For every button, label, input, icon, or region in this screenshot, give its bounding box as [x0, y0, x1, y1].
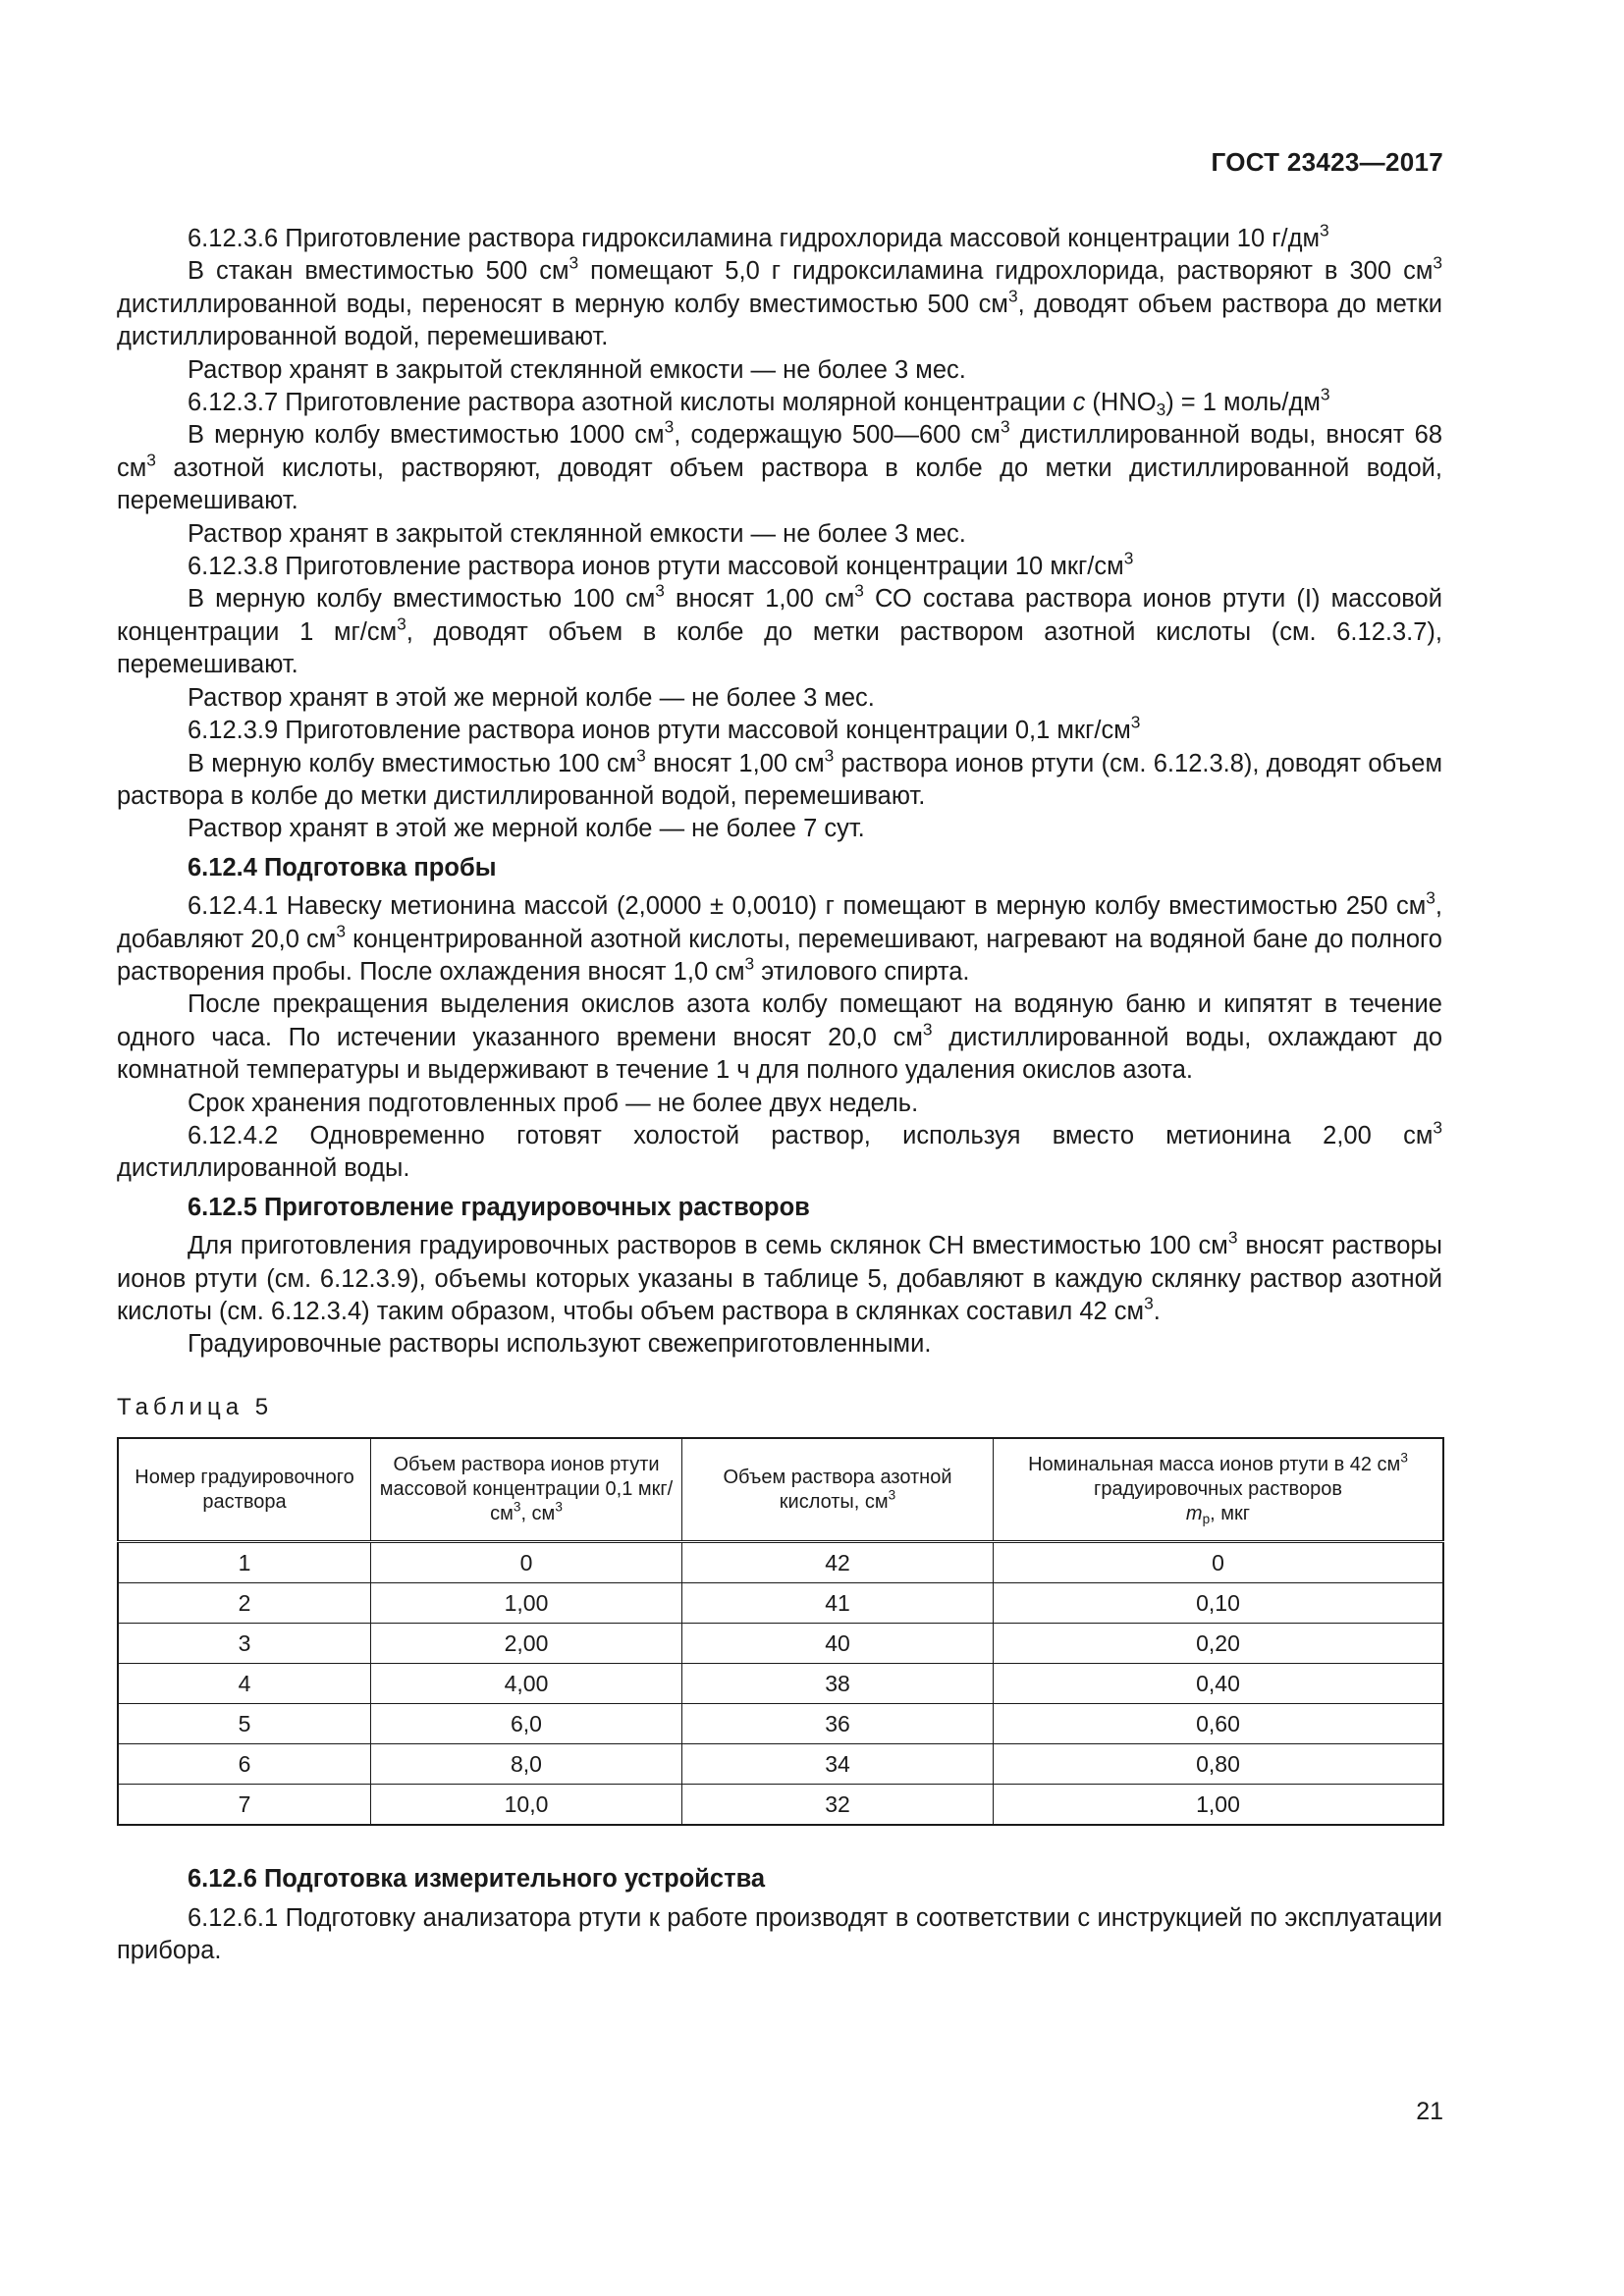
- table-cell: 36: [682, 1704, 994, 1744]
- table-cell: 2,00: [371, 1624, 682, 1664]
- table-cell: 4: [118, 1664, 371, 1704]
- table-cell: 0,10: [994, 1583, 1444, 1624]
- table-cell: 7: [118, 1785, 371, 1826]
- table-caption: Таблица 5: [117, 1393, 274, 1420]
- column-header: Номинальная масса ионов ртути в 42 $см^3$ градуировочных растворов $m_р$, мкг: [994, 1438, 1444, 1542]
- table-cell: 5: [118, 1704, 371, 1744]
- table-cell: 38: [682, 1664, 994, 1704]
- subsection-title-6-12-3-8: 6.12.3.8 Приготовление раствора ионов ртути массовой концентрации 10 мкг/$см^3$: [188, 548, 1134, 581]
- table-header-row: [118, 1438, 1443, 1542]
- paragraph: Срок хранения подготовленных проб — не более двух недель.: [188, 1089, 919, 1117]
- table-row: [118, 1542, 1443, 1583]
- paragraph: В стакан вместимостью 500 $см^3$ помещают 5,0 г гидроксиламина гидрохлорида, растворяют в 300 $см^3$ дистиллированной воды, переносят в мерную колбу вместимостью 500 $см^3$, доводят объем раствора до метки дистиллированной водой, перемешивают.: [117, 252, 1443, 351]
- table-cell: 2: [118, 1583, 371, 1624]
- table-cell: 6,0: [371, 1704, 682, 1744]
- section-heading-6-12-6: 6.12.6 Подготовка измерительного устройства: [188, 1865, 766, 1894]
- paragraph: 6.12.4.2 Одновременно готовят холостой раствор, используя вместо метионина 2,00 $см^3$ дистиллированной воды.: [117, 1117, 1442, 1183]
- table-row: [118, 1624, 1443, 1664]
- paragraph: Раствор хранят в этой же мерной колбе — не более 7 сут.: [188, 815, 865, 843]
- table-cell: 1,00: [371, 1583, 682, 1624]
- paragraph: Для приготовления градуировочных растворов в семь склянок СН вместимостью 100 $см^3$ вносят растворы ионов ртути (см. 6.12.3.9), объемы которых указаны в таблице 5, добавляют в каждую склянку раствор азотной кислоты (см. 6.12.3.4) таким образом, чтобы объем раствора в склянках составил 42 $см^3$.: [117, 1227, 1443, 1325]
- table-row: [118, 1785, 1443, 1826]
- table-cell: 0,20: [994, 1624, 1444, 1664]
- column-header: Номер градуировочного раствора: [118, 1438, 371, 1542]
- table-cell: 10,0: [371, 1785, 682, 1826]
- paragraph: В мерную колбу вместимостью 1000 $см^3$, содержащую 500—600 $см^3$ дистиллированной воды, вносят 68 $см^3$ азотной кислоты, растворяют, доводят объем раствора в колбе до метки дистиллированной водой, перемешивают.: [117, 416, 1443, 515]
- paragraph: Раствор хранят в закрытой стеклянной емкости — не более 3 мес.: [188, 519, 966, 548]
- paragraph: 6.12.6.1 Подготовку анализатора ртути к работе производят в соответствии с инструкцией по эксплуатации прибора.: [117, 1903, 1442, 1965]
- document-body: [117, 220, 1443, 1967]
- table-cell: 0,60: [994, 1704, 1444, 1744]
- table-cell: 0,80: [994, 1744, 1444, 1785]
- table-cell: 32: [682, 1785, 994, 1826]
- paragraph: Раствор хранят в закрытой стеклянной емкости — не более 3 мес.: [188, 355, 966, 384]
- table-cell: 4,00: [371, 1664, 682, 1704]
- paragraph: В мерную колбу вместимостью 100 $см^3$ вносят 1,00 $см^3$ СО состава раствора ионов ртути (I) массовой концентрации 1 $мг/см^3$, доводят объем в колбе до метки раствором азотной кислоты (см. 6.12.3.7), перемешивают.: [117, 580, 1442, 679]
- table-cell: 0,40: [994, 1664, 1444, 1704]
- table-row: [118, 1704, 1443, 1744]
- page-number: 21: [1416, 2098, 1443, 2125]
- table-cell: 3: [118, 1624, 371, 1664]
- table-cell: 34: [682, 1744, 994, 1785]
- table-cell: 0: [994, 1542, 1444, 1583]
- table-cell: 41: [682, 1583, 994, 1624]
- column-header: Объем раствора азотной кислоты, $см^3$: [682, 1438, 994, 1542]
- paragraph: После прекращения выделения окислов азота колбу помещают на водяную баню и кипятят в течение одного часа. По истечении указанного времени вносят 20,0 $см^3$ дистиллированной воды, охлаждают до комнатной температуры и выдерживают в течение 1 ч для полного удаления окислов азота.: [117, 990, 1442, 1085]
- table-row: [118, 1744, 1443, 1785]
- table-cell: 0: [371, 1542, 682, 1583]
- section-heading-6-12-4: 6.12.4 Подготовка пробы: [188, 853, 497, 881]
- section-heading-6-12-5: 6.12.5 Приготовление градуировочных растворов: [188, 1193, 810, 1221]
- table-5: [117, 1437, 1444, 1826]
- table-row: [118, 1664, 1443, 1704]
- table-row: [118, 1583, 1443, 1624]
- column-header: Объем раствора ионов ртути массовой концентрации 0,1 мкг/$см^3$, $см^3$: [371, 1438, 682, 1542]
- table-cell: 8,0: [371, 1744, 682, 1785]
- subsection-title-6-12-3-6: 6.12.3.6 Приготовление раствора гидроксиламина гидрохлорида массовой концентрации 10 $г/дм^3$: [188, 220, 1329, 252]
- subsection-title-6-12-3-7: 6.12.3.7 Приготовление раствора азотной кислоты молярной концентрации c $(HNO_3) = 1$ моль/$дм^3$: [188, 384, 1330, 420]
- document-header: ГОСТ 23423—2017: [1211, 147, 1443, 177]
- table-cell: 1,00: [994, 1785, 1444, 1826]
- table-cell: 42: [682, 1542, 994, 1583]
- subsection-title-6-12-3-9: 6.12.3.9 Приготовление раствора ионов ртути массовой концентрации 0,1 мкг/$см^3$: [188, 712, 1141, 745]
- paragraph: 6.12.4.1 Навеску метионина массой (2,0000 ± 0,0010) г помещают в мерную колбу вместимостью 250 $см^3$, добавляют 20,0 $см^3$ концентрированной азотной кислоты, перемешивают, нагревают на водяной бане до полного растворения пробы. После охлаждения вносят 1,0 $см^3$ этилового спирта.: [117, 887, 1442, 986]
- paragraph: Градуировочные растворы используют свежеприготовленными.: [188, 1330, 932, 1359]
- paragraph: В мерную колбу вместимостью 100 $см^3$ вносят 1,00 $см^3$ раствора ионов ртути (см. 6.12.3.8), доводят объем раствора в колбе до метки дистиллированной водой, перемешивают.: [117, 744, 1442, 810]
- table-cell: 6: [118, 1744, 371, 1785]
- table-cell: 1: [118, 1542, 371, 1583]
- table-cell: 40: [682, 1624, 994, 1664]
- paragraph: Раствор хранят в этой же мерной колбе — не более 3 мес.: [188, 683, 875, 712]
